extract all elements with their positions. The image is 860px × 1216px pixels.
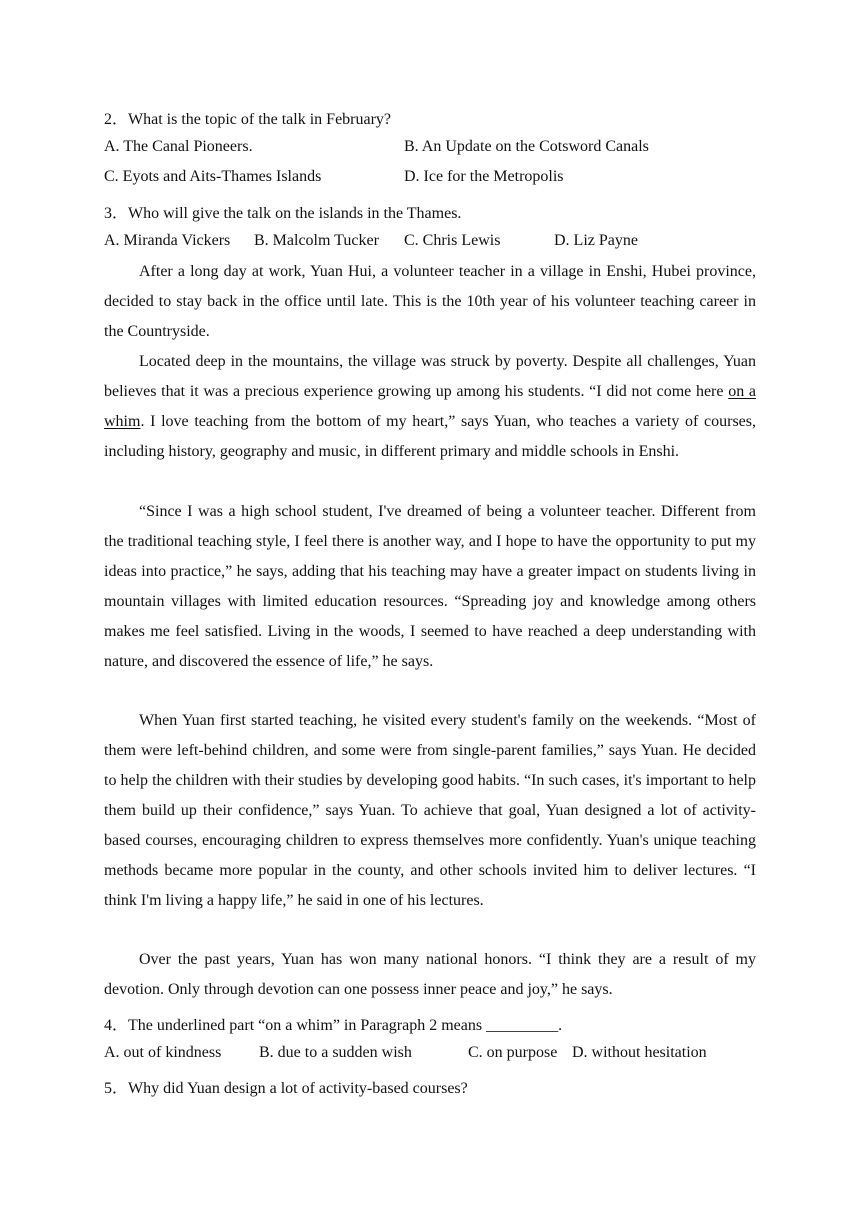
question-2-option-a: A. The Canal Pioneers.: [104, 138, 253, 155]
paragraph-2-text-start: Located deep in the mountains, the village was struck by poverty. Despite all challenges, Yuan believes that it was a precious experience growing up among his students. “I did not come here: [104, 353, 756, 400]
question-2-stem: 2．What is the topic of the talk in February?: [104, 111, 392, 128]
underlined-phrase: on a whim: [104, 383, 757, 430]
passage-paragraph-2: [104, 347, 756, 467]
question-5-stem: 5．Why did Yuan design a lot of activity-based courses?: [104, 1080, 468, 1097]
paragraph-2-text-end: . I love teaching from the bottom of my heart,” says Yuan, who teaches a variety of courses, including history, geography and music, in different primary and middle schools in Enshi.: [104, 413, 756, 460]
question-4-option-a: A. out of kindness: [104, 1044, 222, 1061]
question-3-option-b: B. Malcolm Tucker: [254, 232, 379, 249]
passage-paragraph-4: When Yuan first started teaching, he visited every student's family on the weekends. “Most of them were left-behind children, and some were from single-parent families,” says Yuan. He decided to help the children with their studies by developing good habits. “In such cases, it's important to help them build up their confidence,” says Yuan. To achieve that goal, Yuan designed a lot of activity-based courses, encouraging children to express themselves more confidently. Yuan's unique teaching methods became more popular in the county, and other schools invited him to deliver lectures. “I think I'm living a happy life,” he said in one of his lectures.: [104, 712, 756, 909]
question-4-option-d: D. without hesitation: [572, 1044, 707, 1061]
question-4-option-c: C. on purpose: [468, 1044, 558, 1061]
passage-paragraph-1: After a long day at work, Yuan Hui, a volunteer teacher in a village in Enshi, Hubei province, decided to stay back in the office until late. This is the 10th year of his volunteer teaching career in the Countryside.: [104, 263, 756, 340]
question-4-option-b: B. due to a sudden wish: [259, 1044, 412, 1061]
question-2-option-d: D. Ice for the Metropolis: [404, 168, 564, 185]
question-2-option-b: B. An Update on the Cotsword Canals: [404, 138, 649, 155]
question-4-stem: 4．The underlined part “on a whim” in Paragraph 2 means _________.: [104, 1017, 563, 1034]
question-3-option-a: A. Miranda Vickers: [104, 232, 231, 249]
question-3-option-c: C. Chris Lewis: [404, 232, 501, 249]
question-3-stem: 3．Who will give the talk on the islands in the Thames.: [104, 205, 462, 222]
passage-paragraph-5: Over the past years, Yuan has won many national honors. “I think they are a result of my devotion. Only through devotion can one possess inner peace and joy,” he says.: [104, 951, 756, 998]
question-2-option-c: C. Eyots and Aits-Thames Islands: [104, 168, 322, 185]
question-3-option-d: D. Liz Payne: [554, 232, 638, 249]
passage-paragraph-3: “Since I was a high school student, I've dreamed of being a volunteer teacher. Different from the traditional teaching style, I feel there is another way, and I hope to have the opportunity to put my ideas into practice,” he says, adding that his teaching may have a greater impact on students living in mountain villages with limited education resources. “Spreading joy and knowledge among others makes me feel satisfied. Living in the woods, I seemed to have reached a deep understanding with nature, and discovered the essence of life,” he says.: [104, 503, 756, 670]
